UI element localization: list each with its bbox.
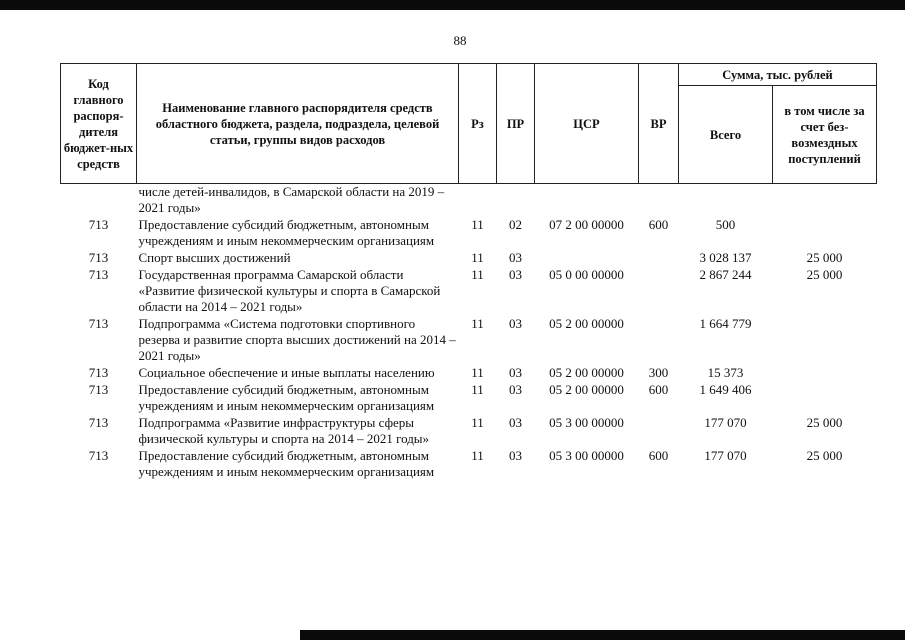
row-vr: [639, 250, 679, 267]
row-name: Предоставление субсидий бюджетным, автономным учреждениям и иным некоммерческим организациям: [138, 448, 435, 479]
row-pr: [497, 184, 535, 218]
row-rz: 11: [471, 267, 484, 282]
row-pr: 03: [509, 382, 522, 397]
row-grant: 25 000: [806, 250, 843, 265]
row-csr: [535, 250, 639, 267]
row-rz: 11: [471, 365, 484, 380]
row-name: числе детей-инвалидов, в Самарской области на 2019 – 2021 годы»: [138, 184, 445, 215]
row-pr: 03: [509, 267, 522, 282]
row-name: Предоставление субсидий бюджетным, автономным учреждениям и иным некоммерческим организациям: [138, 382, 435, 413]
row-vr: [639, 316, 679, 365]
row-rz: [459, 184, 497, 218]
row-csr: 05 3 00 00000: [549, 415, 624, 430]
table-row: [61, 448, 877, 481]
row-pr: 03: [509, 448, 522, 463]
row-rz: 11: [471, 316, 484, 331]
row-code: 713: [88, 267, 109, 282]
row-pr: 03: [509, 365, 522, 380]
row-vr: 600: [648, 448, 669, 463]
row-name: Подпрограмма «Система подготовки спортивного резерва и развитие спорта высших достижений на 2014 – 2021 годы»: [138, 316, 456, 363]
table-row: [61, 316, 877, 365]
row-code: [61, 184, 137, 218]
row-vr: [639, 184, 679, 218]
header-vr: ВР: [639, 64, 679, 184]
row-code: 713: [88, 415, 109, 430]
row-vr: 300: [648, 365, 669, 380]
row-vr: 600: [648, 382, 669, 397]
row-name: Предоставление субсидий бюджетным, автономным учреждениям и иным некоммерческим организациям: [138, 217, 435, 248]
table-row: [61, 382, 877, 415]
row-csr: 07 2 00 00000: [549, 217, 624, 232]
table-row: [61, 250, 877, 267]
row-csr: 05 0 00 00000: [549, 267, 624, 282]
row-grant: [773, 217, 877, 250]
table-row: [61, 217, 877, 250]
row-total: 15 373: [707, 365, 744, 380]
row-grant: [773, 316, 877, 365]
row-total: 3 028 137: [699, 250, 752, 265]
table-row: [61, 184, 877, 218]
row-grant: 25 000: [806, 267, 843, 282]
row-rz: 11: [471, 217, 484, 232]
table-row: [61, 415, 877, 448]
row-total: 177 070: [704, 448, 747, 463]
row-code: 713: [88, 250, 109, 265]
row-grant: [773, 382, 877, 415]
header-total: Всего: [679, 86, 773, 184]
row-rz: 11: [471, 448, 484, 463]
row-vr: 600: [648, 217, 669, 232]
row-rz: 11: [471, 250, 484, 265]
row-rz: 11: [471, 415, 484, 430]
table-row: [61, 365, 877, 382]
header-pr: ПР: [497, 64, 535, 184]
row-pr: 03: [509, 415, 522, 430]
header-rz: Рз: [459, 64, 497, 184]
row-grant: 25 000: [806, 448, 843, 463]
row-vr: [639, 267, 679, 316]
row-grant: [773, 184, 877, 218]
row-csr: [535, 184, 639, 218]
row-csr: 05 2 00 00000: [549, 316, 624, 331]
row-vr: [639, 415, 679, 448]
row-code: 713: [88, 448, 109, 463]
budget-table: [60, 63, 877, 481]
row-code: 713: [88, 382, 109, 397]
row-total: [679, 184, 773, 218]
header-csr: ЦСР: [535, 64, 639, 184]
row-grant: [773, 365, 877, 382]
row-total: 1 649 406: [699, 382, 752, 397]
row-code: 713: [88, 217, 109, 232]
scan-border-bottom: [300, 630, 905, 640]
row-rz: 11: [471, 382, 484, 397]
row-pr: 02: [509, 217, 522, 232]
header-sum: Сумма, тыс. рублей: [679, 64, 877, 86]
row-name: Социальное обеспечение и иные выплаты населению: [138, 365, 435, 380]
row-csr: 05 2 00 00000: [549, 365, 624, 380]
row-name: Подпрограмма «Развитие инфраструктуры сферы физической культуры и спорта на 2014 – 2021 годы»: [138, 415, 430, 446]
row-name: Спорт высших достижений: [138, 250, 291, 265]
row-pr: 03: [509, 250, 522, 265]
row-total: 1 664 779: [699, 316, 752, 331]
header-grant: в том числе за счет без-возмездных поступлений: [773, 86, 877, 184]
page-number: 88: [453, 33, 467, 48]
table-row: [61, 267, 877, 316]
table-header: [61, 64, 877, 184]
row-grant: 25 000: [806, 415, 843, 430]
row-pr: 03: [509, 316, 522, 331]
row-total: 177 070: [704, 415, 747, 430]
row-code: 713: [88, 316, 109, 331]
header-name: Наименование главного распорядителя средств областного бюджета, раздела, подраздела, целевой статьи, группы видов расходов: [137, 64, 459, 184]
header-code: Код главного распоря-дителя бюджет-ных средств: [61, 64, 137, 184]
row-name: Государственная программа Самарской области «Развитие физической культуры и спорта в Самарской области на 2014 – 2021 годы»: [138, 267, 441, 314]
scan-border-top: [0, 0, 905, 10]
row-csr: 05 3 00 00000: [549, 448, 624, 463]
table-body: [61, 184, 877, 482]
row-total: 500: [715, 217, 736, 232]
row-total: 2 867 244: [699, 267, 752, 282]
row-code: 713: [88, 365, 109, 380]
row-csr: 05 2 00 00000: [549, 382, 624, 397]
